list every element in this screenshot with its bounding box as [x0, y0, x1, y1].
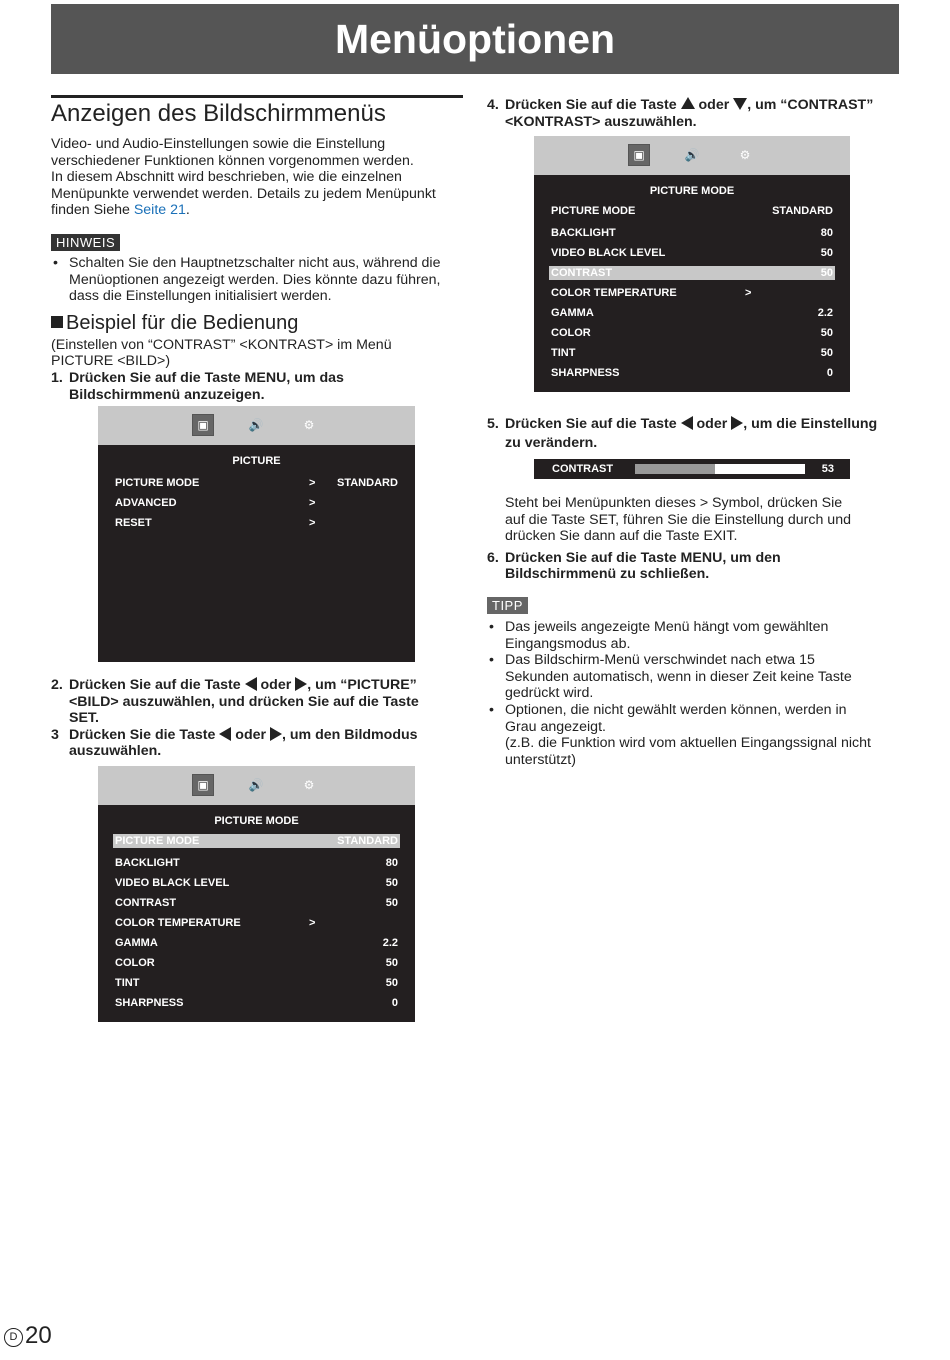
osd-row[interactable]: [551, 346, 833, 360]
row-value: 50: [820, 327, 833, 339]
tipp-badge: TIPP: [487, 597, 528, 614]
tipp-line: • Das jeweils angezeigte Menü hängt vom gewählten: [505, 618, 829, 635]
row-value: 50: [385, 897, 398, 909]
osd-row[interactable]: [551, 204, 833, 218]
row-value: STANDARD: [337, 835, 398, 847]
row-label: GAMMA: [551, 307, 594, 319]
step-number: 6.: [487, 549, 499, 566]
row-label: BACKLIGHT: [551, 227, 616, 239]
down-arrow-icon: [733, 98, 747, 110]
left-column: [51, 95, 466, 403]
left-arrow-icon: [219, 727, 231, 741]
step-text: oder: [694, 97, 734, 113]
osd-tab-bar: [98, 766, 415, 805]
tipp-item: [487, 652, 907, 702]
step-text: Drücken Sie auf die Taste: [505, 97, 681, 113]
step-line: zu verändern.: [505, 434, 598, 451]
row-label: COLOR: [551, 327, 591, 339]
osd-row[interactable]: [551, 286, 833, 300]
step-3: [51, 727, 466, 760]
row-value: 50: [820, 247, 833, 259]
step-line: [505, 97, 907, 114]
row-arrow: >: [309, 517, 316, 529]
region-badge: D: [4, 1328, 23, 1347]
row-label: VIDEO BLACK LEVEL: [115, 877, 230, 889]
note-line: Steht bei Menüpunkten dieses > Symbol, drücken Sie: [505, 495, 843, 511]
row-label: VIDEO BLACK LEVEL: [551, 247, 666, 259]
square-bullet-icon: [51, 316, 63, 328]
tipp-line: unterstützt): [505, 751, 576, 768]
step-text: Drücken Sie auf die Taste: [69, 677, 245, 693]
step-text: , um “CONTRAST”: [747, 97, 874, 113]
hinweis-line: dass die Einstellungen initialisiert werden.: [69, 288, 332, 305]
osd-row-selected[interactable]: [113, 834, 400, 848]
step-line: <KONTRAST> auszuwählen.: [505, 113, 697, 130]
step-5: [487, 416, 907, 451]
osd-row[interactable]: [115, 856, 398, 870]
osd-menu-picture: [98, 406, 415, 662]
tipp-line: Grau angezeigt.: [505, 718, 606, 735]
step-number: 1.: [51, 369, 63, 386]
tipp-line: Sekunden automatisch, wenn in dieser Zeit keine Taste: [505, 668, 852, 685]
left-arrow-icon: [245, 677, 257, 691]
osd-row[interactable]: [115, 936, 398, 950]
step-4: [487, 97, 907, 130]
row-arrow: >: [745, 287, 752, 299]
osd-menu-contrast-selected: [534, 136, 850, 392]
page-number: [4, 1322, 52, 1350]
picture-icon[interactable]: ▣: [192, 414, 214, 436]
speaker-icon[interactable]: 🔊: [684, 148, 700, 162]
tipp-item: [487, 702, 907, 768]
osd-row[interactable]: [115, 896, 398, 910]
row-value: 80: [385, 857, 398, 869]
row-value: 50: [820, 267, 833, 279]
osd-menu-picture-mode: [98, 766, 415, 1022]
row-value: 50: [385, 877, 398, 889]
slider-value: 53: [821, 463, 834, 475]
hinweis-line: Menüoptionen angezeigt werden. Dies könnte dazu führen,: [69, 271, 441, 288]
right-arrow-icon: [731, 416, 743, 430]
row-label: PICTURE MODE: [115, 835, 200, 847]
hinweis-list: [51, 255, 466, 305]
step-number: 5.: [487, 416, 499, 432]
tipp-list: [487, 619, 907, 768]
intro-line: [51, 202, 466, 219]
step-line: SET.: [69, 710, 99, 727]
tipp-line: • Das Bildschirm-Menü verschwindet nach etwa 15: [505, 652, 815, 669]
example-heading: [51, 312, 466, 335]
row-label: COLOR TEMPERATURE: [115, 917, 241, 929]
row-value: 50: [820, 347, 833, 359]
step-2: [51, 677, 466, 727]
step-line: [69, 727, 466, 744]
osd-title: PICTURE: [232, 455, 281, 467]
intro-line: Video- und Audio-Einstellungen sowie die Einstellung: [51, 136, 386, 152]
step-6: [487, 550, 907, 583]
intro-text: [51, 136, 466, 219]
example-title: Beispiel für die Bedienung: [66, 311, 299, 334]
right-column-step5: [487, 416, 907, 451]
row-label: COLOR: [115, 957, 155, 969]
step-text: oder: [256, 677, 296, 693]
osd-row[interactable]: [115, 496, 398, 510]
row-value: STANDARD: [337, 477, 398, 489]
slider-fill: [635, 464, 715, 474]
row-label: BACKLIGHT: [115, 857, 180, 869]
gear-icon[interactable]: ⚙: [303, 778, 315, 792]
right-arrow-icon: [295, 677, 307, 691]
row-label: RESET: [115, 517, 152, 529]
intro-text-span: finden Siehe: [51, 202, 134, 219]
row-label: PICTURE MODE: [551, 205, 636, 217]
row-label: ADVANCED: [115, 497, 177, 509]
row-label: TINT: [115, 977, 140, 989]
tipp-line: gedrückt wird.: [505, 685, 594, 702]
example-sub-line: PICTURE <BILD>): [51, 353, 171, 370]
intro-line: In diesem Abschnitt wird beschrieben, wie die einzelnen: [51, 169, 402, 186]
note-text: [487, 495, 907, 545]
row-value: 2.2: [382, 937, 398, 949]
intro-line: verschiedener Funktionen können vorgenommen werden.: [51, 152, 414, 169]
osd-row[interactable]: [115, 876, 398, 890]
tipp-line: • Optionen, die nicht gewählt werden können, werden in: [505, 701, 847, 718]
step-text: , um “PICTURE”: [307, 677, 417, 693]
row-value: 50: [385, 957, 398, 969]
row-label: PICTURE MODE: [115, 477, 200, 489]
gear-icon[interactable]: ⚙: [739, 148, 751, 162]
section-title: Anzeigen des Bildschirmmenüs: [51, 95, 463, 128]
osd-row[interactable]: [551, 366, 833, 380]
osd-row[interactable]: [551, 326, 833, 340]
osd-title: PICTURE MODE: [649, 185, 735, 197]
step-line: Bildschirmmenü anzuzeigen.: [69, 386, 265, 403]
row-label: SHARPNESS: [551, 367, 620, 379]
step-line: Bildschirmmenü zu schließen.: [505, 566, 710, 583]
right-arrow-icon: [270, 727, 282, 741]
example-subtitle: [51, 337, 466, 370]
example-sub-line: (Einstellen von “CONTRAST” <KONTRAST> im Menü: [51, 336, 392, 353]
row-value: 0: [391, 997, 398, 1009]
steps-2-3: [51, 677, 466, 760]
step-line: [505, 416, 907, 433]
tipp-item: [487, 619, 907, 652]
slider-track[interactable]: [635, 464, 805, 474]
row-arrow: >: [309, 497, 316, 509]
step-line: auszuwählen.: [69, 743, 162, 760]
step-text: Drücken Sie die Taste: [69, 726, 220, 743]
row-label: CONTRAST: [115, 897, 177, 909]
left-arrow-icon: [681, 416, 693, 430]
step-text: Drücken Sie auf die Taste: [505, 416, 681, 432]
row-value: 80: [820, 227, 833, 239]
row-label: COLOR TEMPERATURE: [551, 287, 677, 299]
osd-row[interactable]: [115, 956, 398, 970]
row-label: SHARPNESS: [115, 997, 184, 1009]
row-value: 0: [826, 367, 833, 379]
row-label: CONTRAST: [551, 267, 613, 279]
row-value: STANDARD: [772, 205, 833, 217]
page-link[interactable]: Seite 21: [133, 202, 186, 219]
row-value: 50: [385, 977, 398, 989]
osd-row[interactable]: [115, 996, 398, 1010]
hinweis-badge: HINWEIS: [51, 234, 120, 251]
picture-icon[interactable]: ▣: [628, 144, 650, 166]
step-number: 2.: [51, 677, 63, 693]
step-number: 3: [51, 726, 59, 743]
speaker-icon[interactable]: 🔊: [248, 778, 264, 792]
speaker-icon[interactable]: 🔊: [248, 418, 264, 432]
osd-tab-bar: [98, 406, 415, 445]
step-line: <BILD> auszuwählen, und drücken Sie auf die Taste: [69, 693, 419, 710]
row-label: TINT: [551, 347, 576, 359]
row-arrow: >: [309, 477, 316, 489]
row-label: GAMMA: [115, 937, 158, 949]
slider-label: CONTRAST: [552, 463, 614, 475]
right-column-bottom: [487, 495, 907, 768]
step-line: Drücken Sie auf die Taste MENU, um den: [505, 549, 781, 566]
page-number-text: 20: [25, 1322, 52, 1349]
osd-row[interactable]: [551, 246, 833, 260]
right-column-top: [487, 97, 907, 130]
step-text: , um die Einstellung: [743, 416, 878, 432]
hinweis-line: • Schalten Sie den Hauptnetzschalter nicht aus, während die: [69, 254, 441, 271]
up-arrow-icon: [681, 97, 695, 109]
osd-row[interactable]: [551, 226, 833, 240]
row-value: 2.2: [817, 307, 833, 319]
step-line: Drücken Sie auf die Taste MENU, um das: [69, 369, 344, 386]
osd-row[interactable]: [115, 916, 398, 930]
step-number: 4.: [487, 97, 499, 113]
step-1: [51, 370, 466, 403]
hinweis-item: [51, 255, 466, 305]
intro-end: .: [185, 202, 190, 219]
note-line: auf die Taste SET, führen Sie die Einstellung durch und: [505, 511, 851, 528]
osd-row[interactable]: [115, 476, 398, 490]
contrast-slider[interactable]: [534, 459, 850, 479]
osd-row[interactable]: [115, 976, 398, 990]
step-text: oder: [231, 726, 270, 743]
osd-row[interactable]: [115, 516, 398, 530]
step-line: [69, 677, 466, 694]
osd-tab-bar: [534, 136, 850, 175]
page-title-banner: [51, 4, 899, 74]
page-title: Menüoptionen: [334, 16, 616, 62]
osd-title: PICTURE MODE: [214, 815, 299, 827]
osd-row[interactable]: [551, 306, 833, 320]
picture-icon[interactable]: ▣: [192, 774, 214, 796]
osd-row[interactable]: [549, 266, 835, 280]
intro-line: Menüpunkte verwendet werden. Details zu jedem Menüpunkt: [51, 185, 436, 202]
step-text: , um den Bildmodus: [281, 726, 418, 743]
note-line: drücken Sie dann auf die Taste EXIT.: [505, 528, 738, 545]
row-arrow: >: [309, 917, 316, 929]
step-text: oder: [692, 416, 732, 432]
tipp-line: (z.B. die Funktion wird vom aktuellen Eingangssignal nicht: [505, 735, 871, 752]
gear-icon[interactable]: ⚙: [303, 418, 315, 432]
tipp-line: Eingangsmodus ab.: [505, 635, 631, 652]
